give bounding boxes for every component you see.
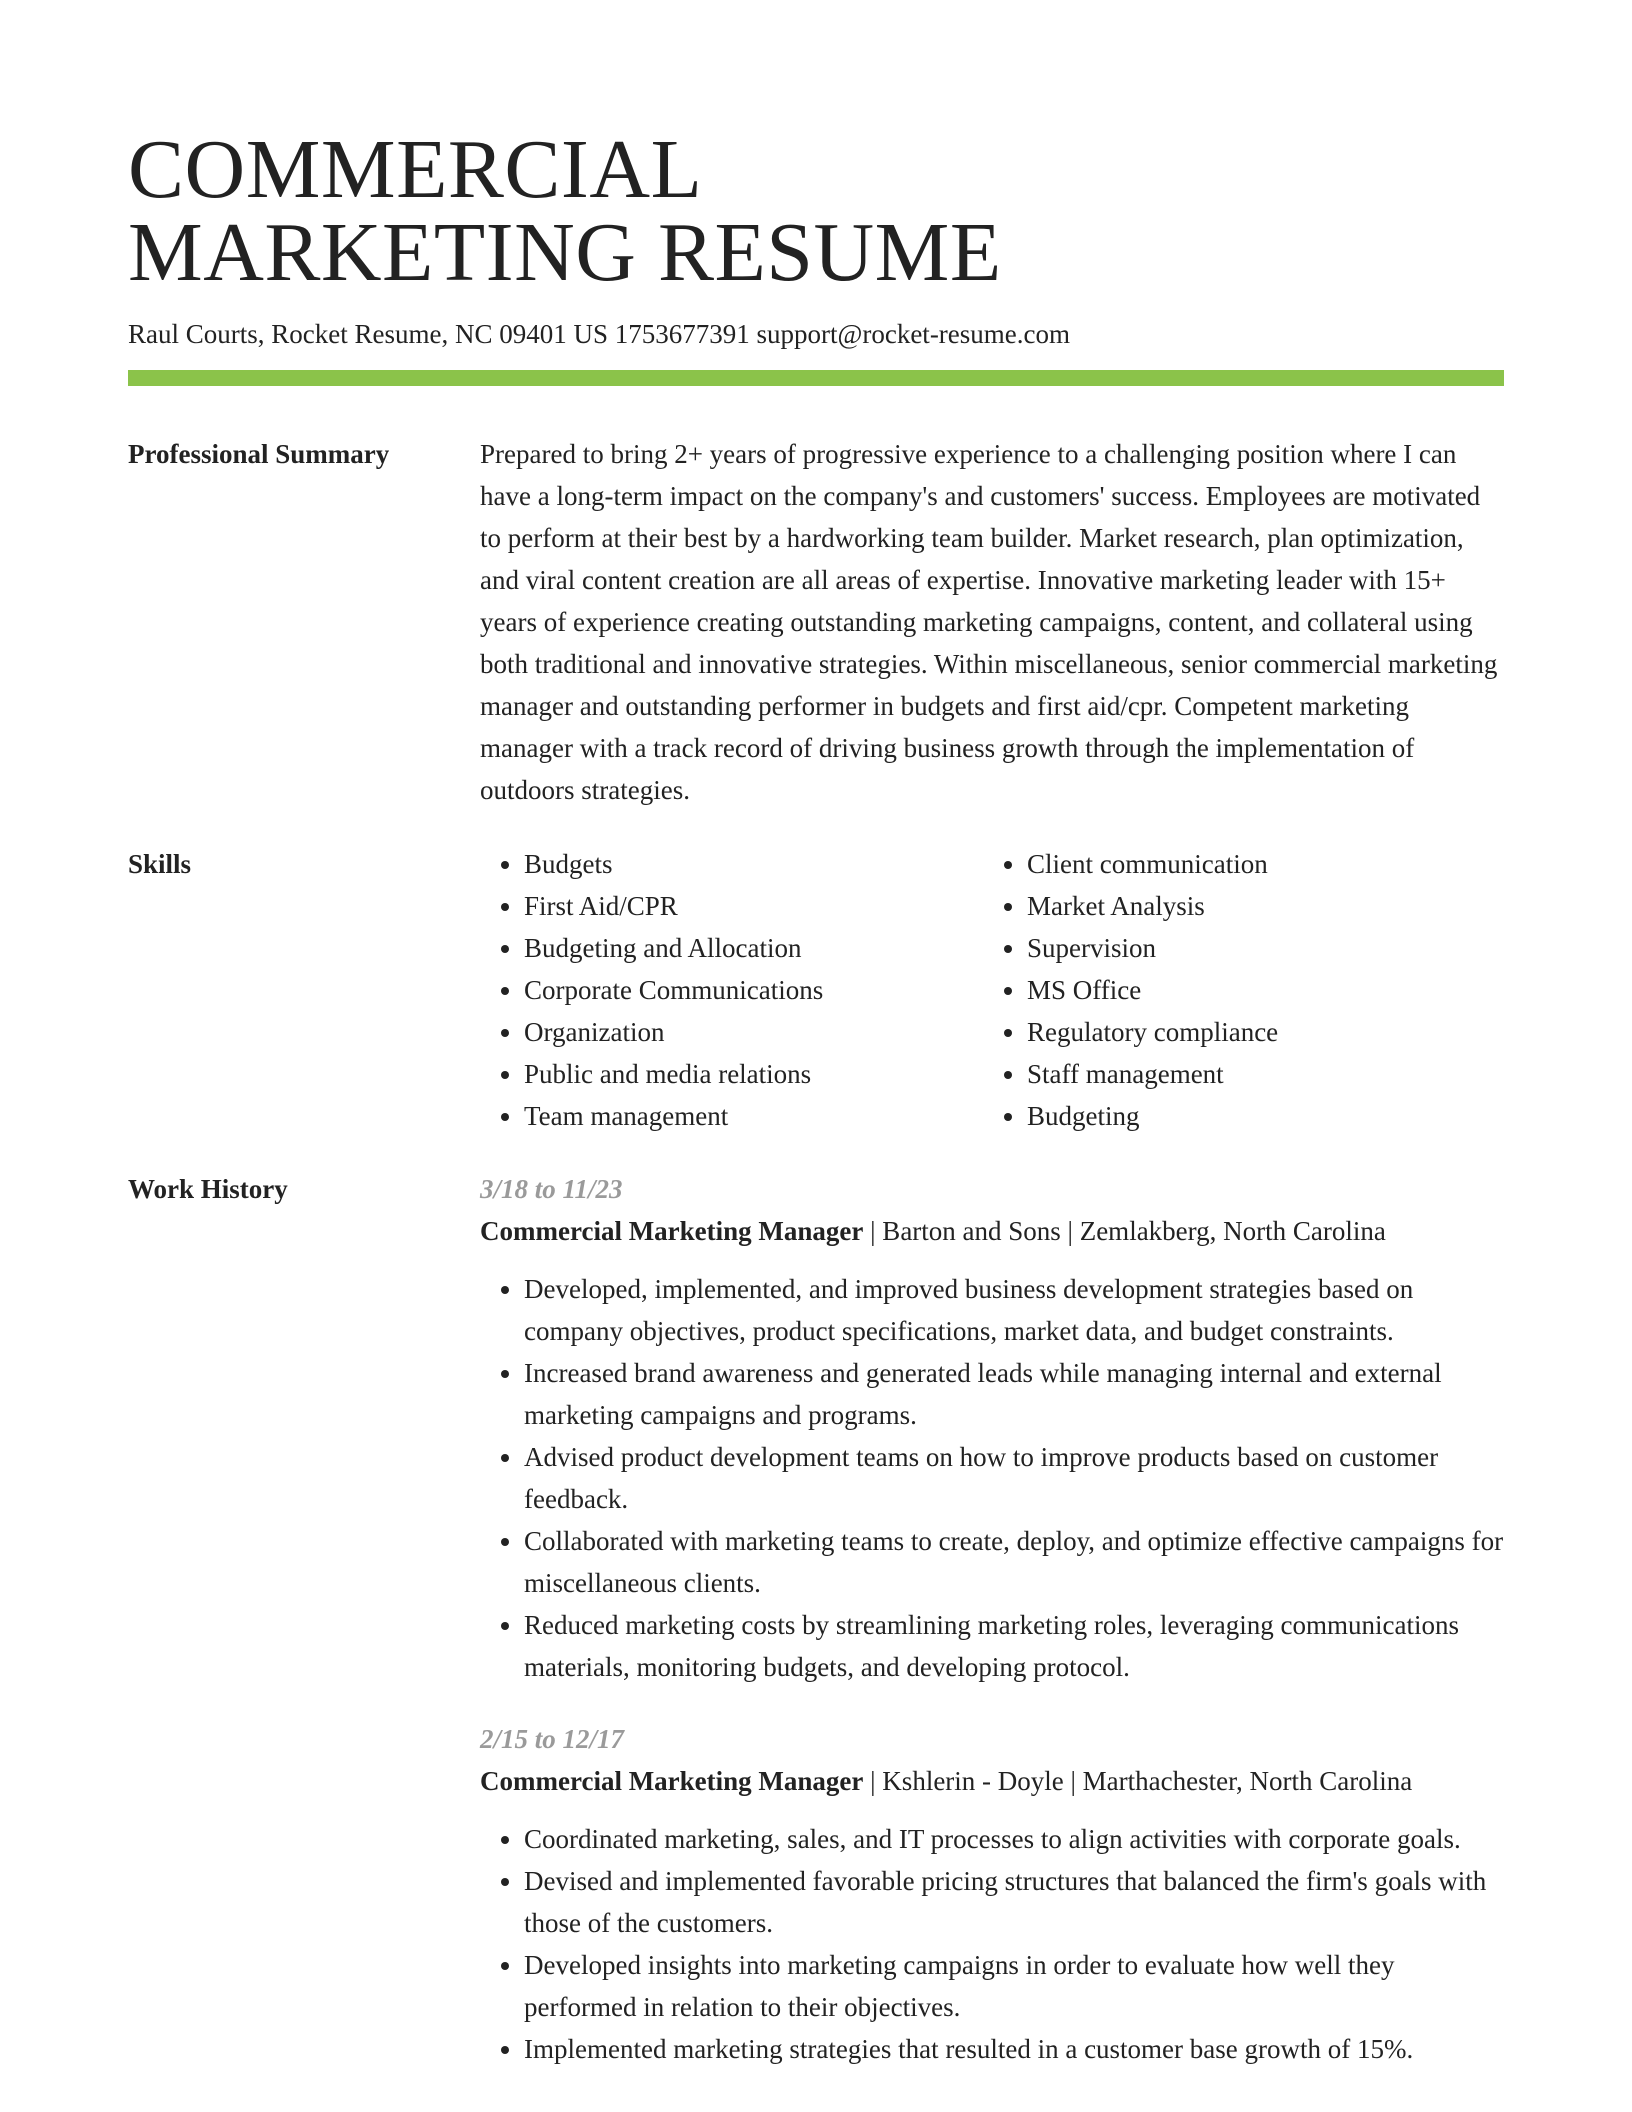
summary-body xyxy=(480,433,1504,811)
accent-divider xyxy=(128,370,1504,386)
skills-section xyxy=(128,843,1504,1143)
resume-title xyxy=(128,123,1504,299)
skill-item: • Client communication xyxy=(1027,843,1504,885)
skill-item: • Staff management xyxy=(1027,1053,1504,1095)
work-history-body xyxy=(480,1168,1504,2100)
job-bullet-list xyxy=(480,1268,1504,1688)
job-bullet: • Implemented marketing strategies that resulted in a customer base growth of 15%. xyxy=(524,2028,1504,2070)
job-dates: 2/15 to 12/17 xyxy=(480,1724,625,1754)
job-bullet: • Advised product development teams on how to improve products based on customer feedback. xyxy=(524,1436,1504,1520)
job-heading xyxy=(480,1760,1504,1802)
job-bullet: • Collaborated with marketing teams to create, deploy, and optimize effective campaigns for miscellaneous clients. xyxy=(524,1520,1504,1604)
resume-title-line-2: MARKETING RESUME xyxy=(128,206,1002,299)
skill-item: • First Aid/CPR xyxy=(524,885,983,927)
skills-list-left xyxy=(480,843,983,1137)
skill-item: • Public and media relations xyxy=(524,1053,983,1095)
skill-item: • Budgets xyxy=(524,843,983,885)
skills-body xyxy=(480,843,1504,1137)
job-title: Commercial Marketing Manager xyxy=(480,1216,864,1246)
skills-heading: Skills xyxy=(128,849,192,879)
job-dates: 3/18 to 11/23 xyxy=(480,1174,623,1204)
contact-info: Raul Courts, Rocket Resume, NC 09401 US 1753677391 support@rocket-resume.com xyxy=(128,319,1071,349)
job-entry xyxy=(480,1168,1504,1688)
job-details: | Barton and Sons | Zemlakberg, North Carolina xyxy=(863,1216,1386,1246)
job-bullet-list xyxy=(480,1818,1504,2070)
skill-item: • Supervision xyxy=(1027,927,1504,969)
work-history-section xyxy=(128,1168,1504,2112)
skills-list-right xyxy=(983,843,1504,1137)
job-details: | Kshlerin - Doyle | Marthachester, North Carolina xyxy=(863,1766,1413,1796)
job-heading xyxy=(480,1210,1504,1252)
job-bullet: • Increased brand awareness and generated leads while managing internal and external marketing campaigns and programs. xyxy=(524,1352,1504,1436)
summary-section xyxy=(128,433,1504,813)
skill-item: • Budgeting xyxy=(1027,1095,1504,1137)
resume-title-line-1: COMMERCIAL xyxy=(128,123,703,216)
skill-item: • Regulatory compliance xyxy=(1027,1011,1504,1053)
skill-item: • MS Office xyxy=(1027,969,1504,1011)
job-title: Commercial Marketing Manager xyxy=(480,1766,864,1796)
resume-header xyxy=(128,123,1504,352)
summary-heading: Professional Summary xyxy=(128,439,390,469)
job-bullet: • Coordinated marketing, sales, and IT processes to align activities with corporate goals. xyxy=(524,1818,1504,1860)
summary-text: Prepared to bring 2+ years of progressive experience to a challenging position where I can have a long-term impact on the company's and customers' success. Employees are motivated to perform at their best by a hardworking team builder. Market research, plan optimization, and viral content creation are all areas of expertise. Innovative marketing leader with 15+ years of experience creating outstanding marketing campaigns, content, and collateral using both traditional and innovative strategies. Within miscellaneous, senior commercial marketing manager and outstanding performer in budgets and first aid/cpr. Competent marketing manager with a track record of driving business growth through the implementation of outdoors strategies. xyxy=(480,439,1498,805)
job-bullet: • Developed insights into marketing campaigns in order to evaluate how well they performed in relation to their objectives. xyxy=(524,1944,1504,2028)
job-bullet: • Developed, implemented, and improved business development strategies based on company objectives, product specifications, market data, and budget constraints. xyxy=(524,1268,1504,1352)
skill-item: • Team management xyxy=(524,1095,983,1137)
skill-item: • Organization xyxy=(524,1011,983,1053)
job-bullet: • Reduced marketing costs by streamlining marketing roles, leveraging communications materials, monitoring budgets, and developing protocol. xyxy=(524,1604,1504,1688)
skill-item: • Market Analysis xyxy=(1027,885,1504,927)
job-entry xyxy=(480,1718,1504,2070)
work-history-heading: Work History xyxy=(128,1174,288,1204)
job-bullet: • Devised and implemented favorable pricing structures that balanced the firm's goals with those of the customers. xyxy=(524,1860,1504,1944)
skill-item: • Corporate Communications xyxy=(524,969,983,1011)
skill-item: • Budgeting and Allocation xyxy=(524,927,983,969)
